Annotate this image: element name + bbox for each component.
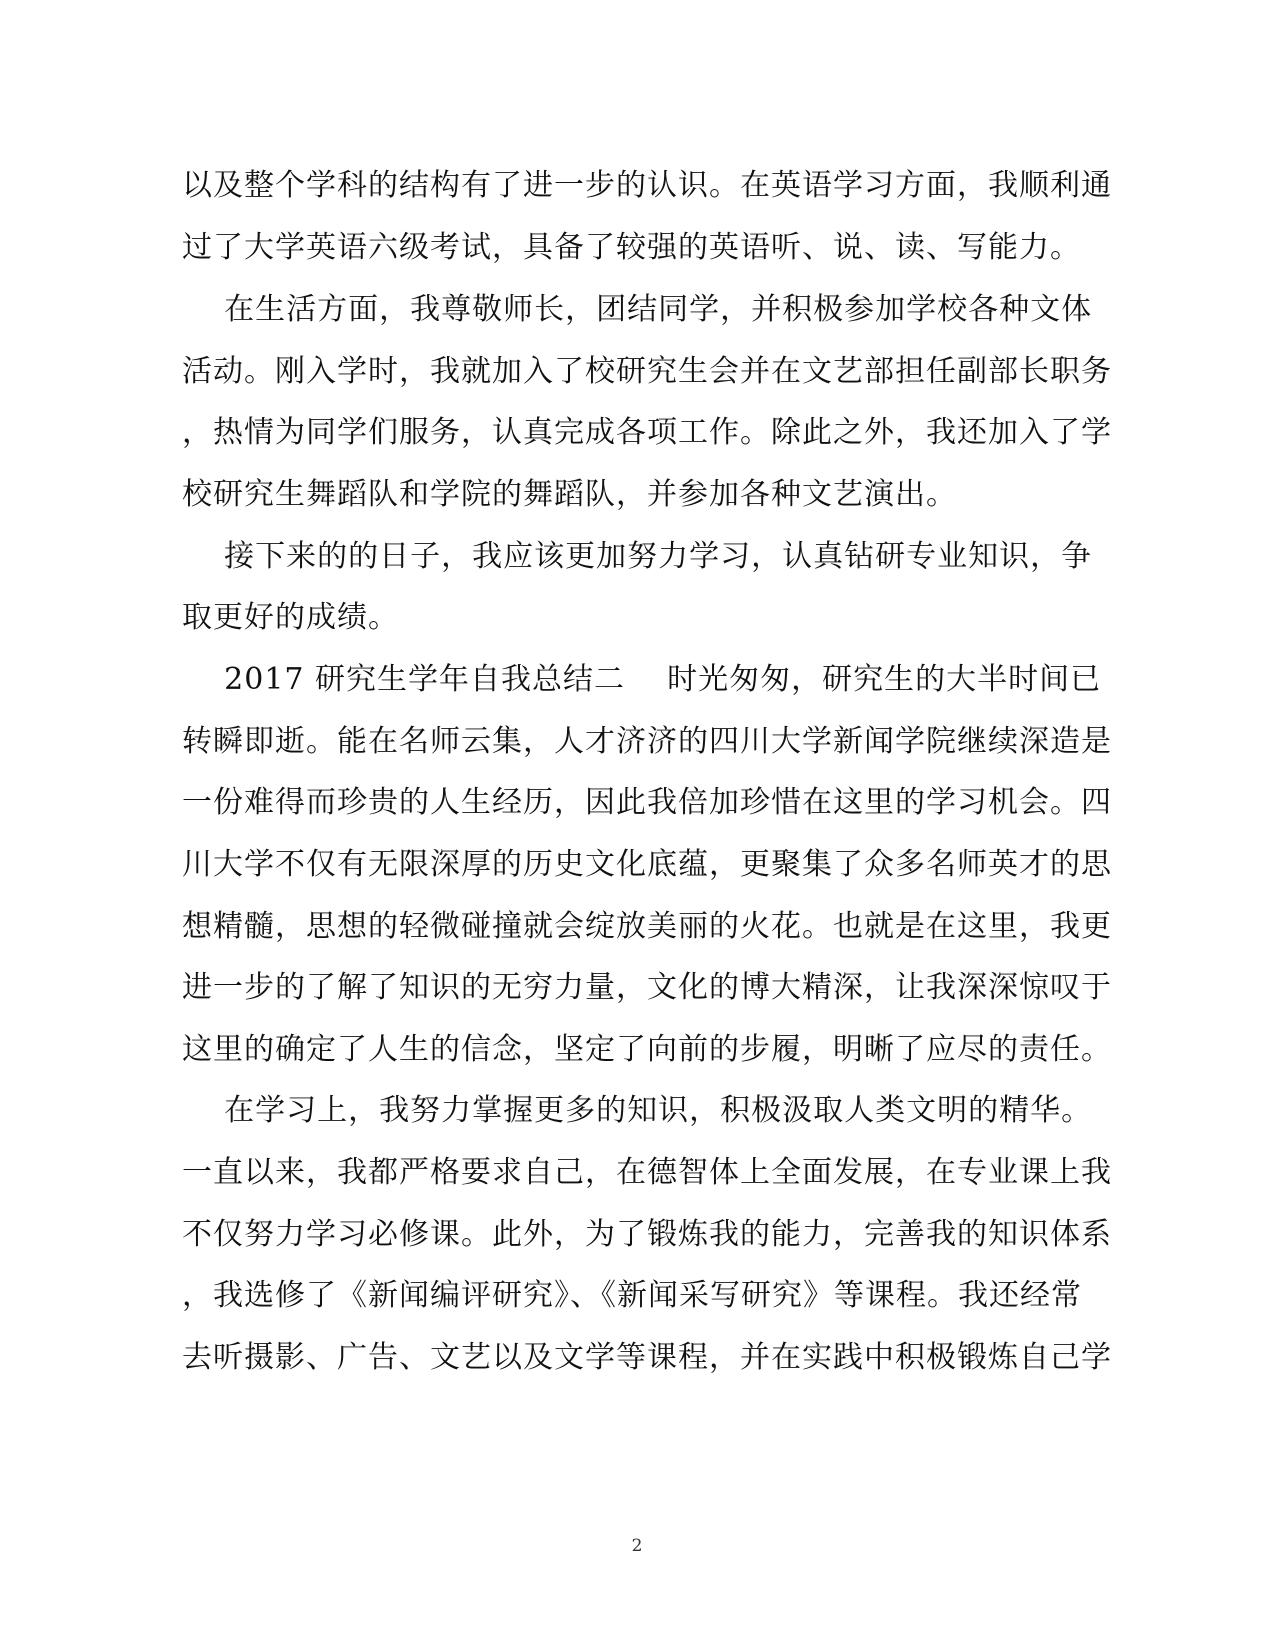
text-line: 川大学不仅有无限深厚的历史文化底蕴，更聚集了众多名师英才的思 xyxy=(182,847,1112,882)
text-line: 活动。刚入学时，我就加入了校研究生会并在文艺部担任副部长职务 xyxy=(182,354,1112,389)
text-line: 一直以来，我都严格要求自己，在德智体上全面发展，在专业课上我 xyxy=(182,1155,1112,1190)
text-line: 不仅努力学习必修课。此外，为了锻炼我的能力，完善我的知识体系 xyxy=(182,1217,1112,1252)
text-line: 以及整个学科的结构有了进一步的认识。在英语学习方面，我顺利通 xyxy=(182,168,1112,203)
text-line: 接下来的的日子，我应该更加努力学习，认真钻研专业知识，争 xyxy=(182,539,1093,574)
text-line: 校研究生舞蹈队和学院的舞蹈队，并参加各种文艺演出。 xyxy=(182,477,957,512)
text-line: 进一步的了解了知识的无穷力量，文化的博大精深，让我深深惊叹于 xyxy=(182,970,1112,1005)
text-line: 2017 研究生学年自我总结二 时光匆匆，研究生的大半时间已 xyxy=(182,662,1102,697)
text-line: ，热情为同学们服务，认真完成各项工作。除此之外，我还加入了学 xyxy=(182,415,1112,450)
text-line: 在学习上，我努力掌握更多的知识，积极汲取人类文明的精华。 xyxy=(182,1093,1093,1128)
page-number: 2 xyxy=(631,1536,643,1556)
text-line: 过了大学英语六级考试，具备了较强的英语听、说、读、写能力。 xyxy=(182,230,1081,265)
text-line: 转瞬即逝。能在名师云集，人才济济的四川大学新闻学院继续深造是 xyxy=(182,724,1112,759)
text-line: 想精髓，思想的轻微碰撞就会绽放美丽的火花。也就是在这里，我更 xyxy=(182,909,1112,944)
text-line: 一份难得而珍贵的人生经历，因此我倍加珍惜在这里的学习机会。四 xyxy=(182,785,1112,820)
text-line: 去听摄影、广告、文艺以及文学等课程，并在实践中积极锻炼自己学 xyxy=(182,1340,1112,1375)
text-line: 这里的确定了人生的信念，坚定了向前的步履，明晰了应尽的责任。 xyxy=(182,1032,1112,1067)
text-line: 在生活方面，我尊敬师长，团结同学，并积极参加学校各种文体 xyxy=(182,292,1093,327)
text-line: ，我选修了《新闻编评研究》、《新闻采写研究》等课程。我还经常 xyxy=(182,1278,1082,1313)
text-line: 取更好的成绩。 xyxy=(182,600,399,635)
